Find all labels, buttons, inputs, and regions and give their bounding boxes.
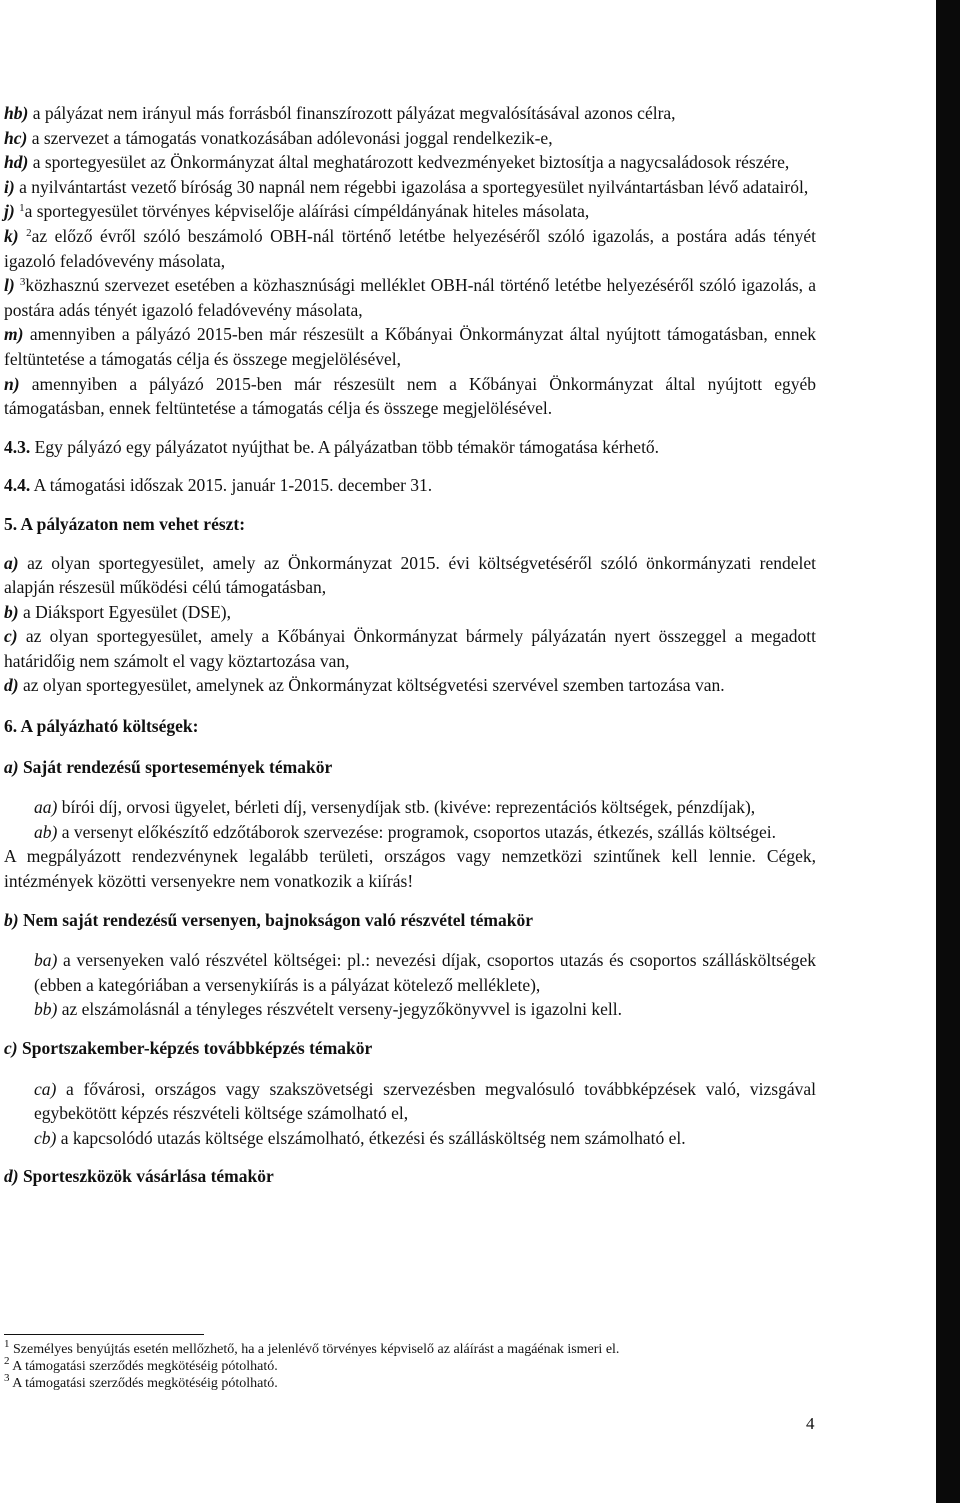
item-ba: ba) a versenyeken való részvétel költségei: pl.: nevezési díjak, csoportos utazás és csoportos szállásköltségek (ebben a kategóriában a versenykiírás is a pályázat kötelező melléklete), xyxy=(34,950,816,995)
footnote-ref: 1 xyxy=(19,202,25,215)
footnote-ref: 2 xyxy=(26,226,32,239)
note-a: A megpályázott rendezvénynek legalább területi, országos vagy nemzetközi szintűnek kell lennie. Cégek, intézmények közötti versenyekre nem vonatkozik a kiírás! xyxy=(4,846,816,892)
subsection-b-heading: b) Nem saját rendezésű versenyen, bajnokságon való részvétel témakör xyxy=(4,909,533,930)
scan-edge-bar xyxy=(936,0,960,1503)
footnote: $^2$ A támogatási szerződés megkötéséig pótolható. xyxy=(4,1355,278,1374)
footnote: $^1$ Személyes benyújtás esetén mellőzhető, ha a jelenlévő törvényes képviselő az aláírást a magáénak ismeri el. xyxy=(4,1338,620,1357)
footnotes xyxy=(4,1334,816,1392)
list-h xyxy=(4,101,816,421)
list-item: hd) a sportegyesület az Önkormányzat által meghatározott kedvezményeket biztosítja a nagycsaládosok részére, xyxy=(4,152,790,173)
list-item: k) $^2$az előző évről szóló beszámoló OBH-nál történő letétbe helyezéséről szóló igazolás, a postára adás tényét igazoló feladóvevény másolata, xyxy=(4,225,816,271)
item-ab: ab) a versenyt előkészítő edzőtáborok szervezése: programok, csoportos utazás, étkezés, szállás költségei. xyxy=(34,821,777,842)
list-item: j) $^1$a sportegyesület törvényes képviselője aláírási címpéldányának hiteles másolata, xyxy=(4,201,590,222)
list-item: n) amennyiben a pályázó 2015-ben már részesült nem a Kőbányai Önkormányzat által nyújtott egyéb támogatásban, ennek feltüntetése a támogatás célja és összege megjelölésével. xyxy=(4,373,816,419)
list-item: d) az olyan sportegyesület, amelynek az Önkormányzat költségvetési szervével szemben tartozása van. xyxy=(4,675,725,696)
section-6-heading: 6. A pályázható költségek: xyxy=(4,716,199,737)
section-5-list xyxy=(4,551,816,699)
list-item: i) a nyilvántartást vezető bíróság 30 napnál nem régebbi igazolása a sportegyesület nyilvántartásban lévő adatairól, xyxy=(4,176,809,197)
section-4-3: 4.3. Egy pályázó egy pályázatot nyújthat be. A pályázatban több témakör támogatása kérhető. xyxy=(4,436,660,457)
section-4-4: 4.4. A támogatási időszak 2015. január 1-2015. december 31. xyxy=(4,475,433,496)
list-item: m) amennyiben a pályázó 2015-ben már részesült a Kőbányai Önkormányzat által nyújtott támogatásban, ennek feltüntetése a támogatás célja és összege megjelölésével, xyxy=(4,324,816,369)
list-item: hb) a pályázat nem irányul más forrásból finanszírozott pályázat megvalósításával azonos célra, xyxy=(4,103,676,123)
item-cb: cb) a kapcsolódó utazás költsége elszámolható, étkezési és szállásköltség nem számolható el. xyxy=(34,1127,686,1148)
list-item: hc) a szervezet a támogatás vonatkozásában adólevonási joggal rendelkezik-e, xyxy=(4,127,553,148)
page-number: 4 xyxy=(806,1414,815,1433)
footnote: $^3$ A támogatási szerződés megkötéséig pótolható. xyxy=(4,1372,278,1391)
item-bb: bb) az elszámolásnál a tényleges részvételt verseny-jegyzőkönyvvel is igazolni kell. xyxy=(34,999,622,1020)
list-item: a) az olyan sportegyesület, amely az Önkormányzat 2015. évi költségvetéséről szóló önkormányzati rendelet alapján részesül működési célú támogatásban, xyxy=(4,552,816,598)
footnote-divider xyxy=(4,1334,204,1335)
subsection-a-heading: a) Saját rendezésű sportesemények témakör xyxy=(4,756,333,777)
subsection-d-heading: d) Sporteszközök vásárlása témakör xyxy=(4,1166,274,1187)
footnote-ref: 3 xyxy=(19,276,26,289)
item-ca: ca) a fővárosi, országos vagy szakszövetségi szervezésben megvalósuló továbbképzések való, vizsgával egybekötött képzés részvételi költsége számolható el, xyxy=(34,1078,816,1124)
list-item: b) a Diáksport Egyesület (DSE), xyxy=(4,601,231,622)
section-5-heading: 5. A pályázaton nem vehet részt: xyxy=(4,513,246,534)
subsection-c-heading: c) Sportszakember-képzés továbbképzés témakör xyxy=(4,1038,373,1058)
list-item: l) $^3$közhasznú szervezet esetében a közhasznúsági melléklet OBH-nál történő letétbe helyezéséről szóló igazolás, a postára adás tényét igazoló feladóvevény másolata, xyxy=(4,275,816,320)
list-item: c) az olyan sportegyesület, amely a Kőbányai Önkormányzat bármely pályázatán nyert összeggel a megadott határidőig nem számolt el vagy köztartozása van, xyxy=(4,626,816,671)
item-aa: aa) bírói díj, orvosi ügyelet, bérleti díj, versenydíjak stb. (kivéve: reprezentációs költségek, pénzdíjak), xyxy=(34,797,756,818)
document-body xyxy=(4,101,816,1189)
